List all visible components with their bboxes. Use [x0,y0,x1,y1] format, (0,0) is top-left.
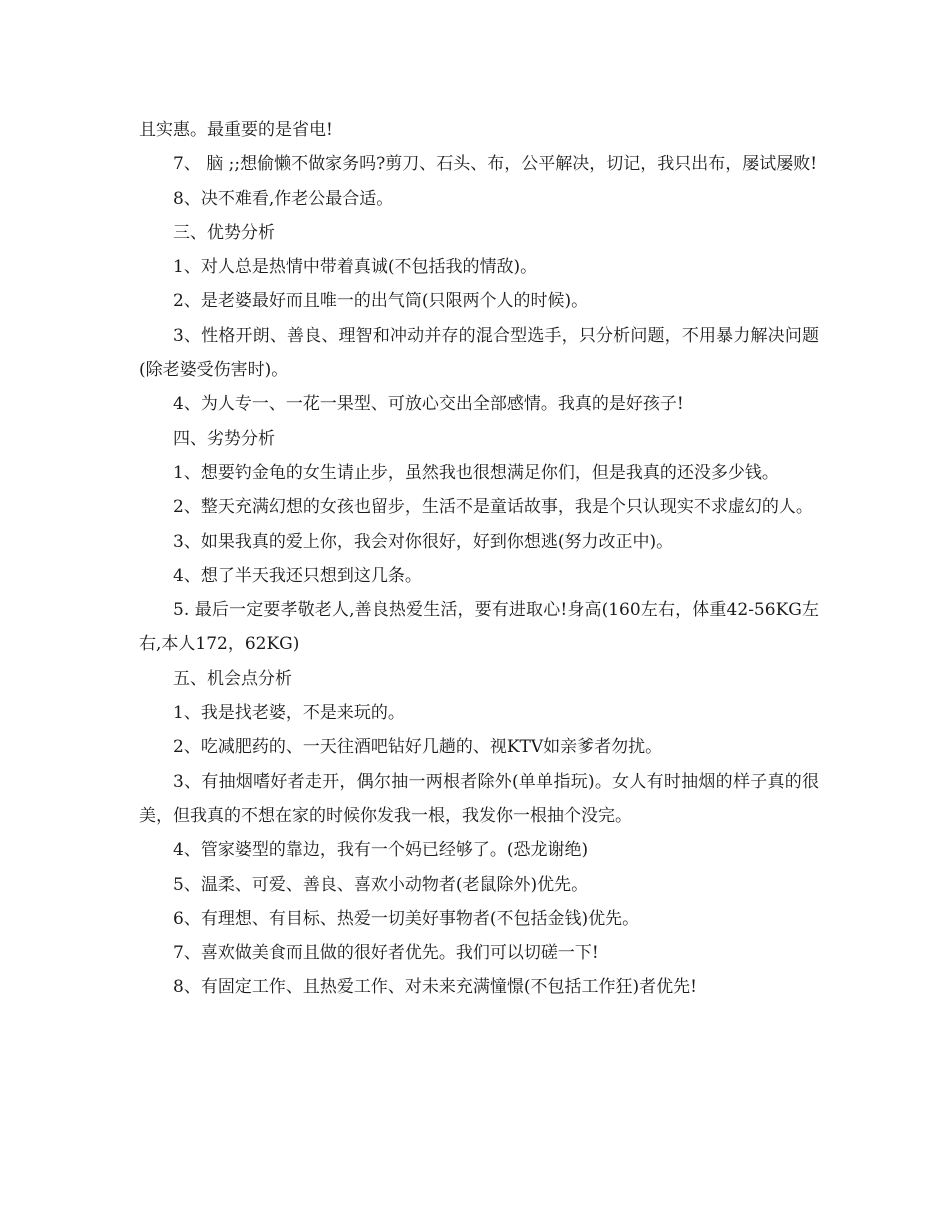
paragraph: 3、性格开朗、善良、理智和冲动并存的混合型选手，只分析问题，不用暴力解决问题(除老婆受伤害时)。 [139,325,819,381]
paragraph: 5、温柔、可爱、善良、喜欢小动物者(老鼠除外)优先。 [173,874,589,895]
paragraph: 7、 脑 ;;想偷懒不做家务吗?剪刀、石头、布，公平解决，切记，我只出布，屡试屡败! [173,154,818,175]
document-body [139,113,819,1005]
section-heading: 五、机会点分析 [173,668,292,689]
paragraph: 8、决不难看,作老公最合适。 [173,188,394,209]
paragraph: 3、有抽烟嗜好者走开，偶尔抽一两根者除外(单单指玩)。女人有时抽烟的样子真的很美，但我真的不想在家的时候你发我一根，我发你一根抽个没完。 [139,771,819,826]
section-heading: 三、优势分析 [173,222,275,243]
paragraph: 2、吃减肥药的、一天往酒吧钻好几趟的、视KTV如亲爹者勿扰。 [173,737,663,758]
paragraph: 4、想了半天我还只想到这几条。 [173,565,422,586]
paragraph: 且实惠。最重要的是省电! [139,120,333,140]
paragraph: 3、如果我真的爱上你，我会对你很好，好到你想逃(努力改正中)。 [173,531,674,552]
section-heading: 四、劣势分析 [173,428,275,449]
paragraph: 1、对人总是热情中带着真诚(不包括我的情敌)。 [173,257,538,278]
paragraph: 6、有理想、有目标、热爱一切美好事物者(不包括金钱)优先。 [173,908,640,929]
paragraph: 4、为人专一、一花一果型、可放心交出全部感情。我真的是好孩子! [173,394,684,415]
paragraph: 5. 最后一定要孝敬老人,善良热爱生活，要有进取心!身高(160左右，体重42-56KG左右,本人172，62KG) [139,600,819,655]
paragraph: 2、是老婆最好而且唯一的出气筒(只限两个人的时候)。 [173,291,589,312]
paragraph: 7、喜欢做美食而且做的很好者优先。我们可以切磋一下! [173,943,599,964]
paragraph: 1、我是找老婆，不是来玩的。 [173,703,405,724]
paragraph: 8、有固定工作、且热爱工作、对未来充满憧憬(不包括工作狂)者优先! [173,977,697,998]
paragraph: 4、管家婆型的靠边，我有一个妈已经够了。(恐龙谢绝) [173,840,589,861]
paragraph: 2、整天充满幻想的女孩也留步，生活不是童话故事，我是个只认现实不求虚幻的人。 [173,497,813,518]
paragraph: 1、想要钓金龟的女生请止步，虽然我也很想满足你们，但是我真的还没多少钱。 [173,462,779,483]
